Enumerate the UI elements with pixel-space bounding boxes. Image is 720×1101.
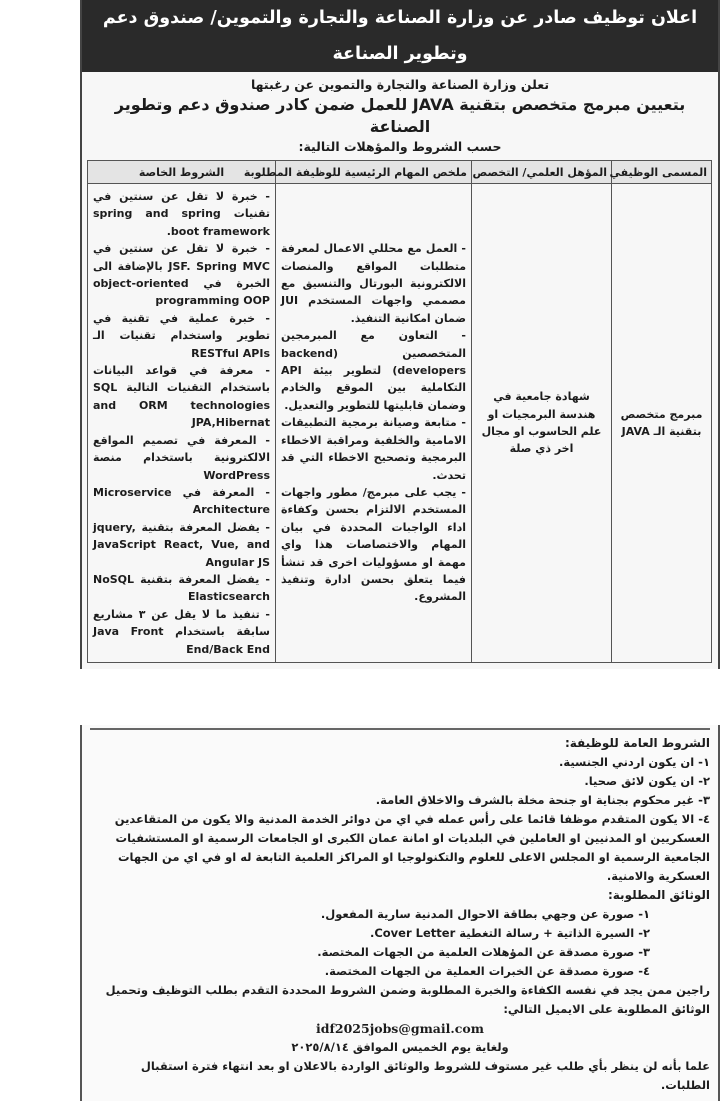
ad-title: اعلان توظيف صادر عن وزارة الصناعة والتجارة والتموين/ صندوق دعم وتطوير الصناعة [82, 0, 718, 72]
tasks-cell [276, 184, 472, 663]
document-item: ٣- صورة مصدقة عن المؤهلات العلمية من الجهات المختصة. [317, 944, 650, 959]
col-header-special-conditions: الشروط الخاصة [88, 161, 276, 184]
intro-line-2: بتعيين مبرمج متخصص بتقنية JAVA للعمل ضمن كادر صندوق دعم وتطوير الصناعة [114, 95, 686, 136]
task-item: - متابعة وصيانة برمجية التطبيقات الامامية والخلفية ومراقبة الاخطاء البرمجية وتصحيح الاخطاء التي قد تحدث. [281, 416, 466, 482]
general-condition-item: ٤- الا يكون المتقدم موظفا قائما على رأس عمله في اي من دوائر الخدمة المدنية والا يكون من المتقاعدين العسكريين او المدنيين او العاملين في البلديات او امانة عمان الكبرى او الجامعات الرسمية او المستشفيات الجامعية الرسمية او المجلس الاعلى للعلوم والتكنولوجيا او المراكز العلمية التابعة له او في اي من الجهات العسكرية والامنية. [114, 811, 710, 883]
task-item: - التعاون مع المبرمجين المتخصصين (backend developers) لتطوير بيئة API التكاملية بين الموقع والخادم وضمان قابليتها للتطوير والتعديل. [281, 329, 466, 412]
special-condition-item: - خبرة لا تقل عن سنتين في تقنيات spring and spring boot framework. [93, 190, 270, 238]
conditions-and-documents [82, 730, 718, 1095]
special-condition-item: - خبرة لا تقل عن سنتين في JSF. Spring MVC بالإضافة الى الخبرة في object-oriented programming OOP [93, 242, 271, 308]
general-condition-item: ٢- ان يكون لائق صحيا. [584, 773, 710, 788]
col-header-qualification: المؤهل العلمي/ التخصص [472, 161, 612, 184]
document-item: ١- صورة عن وجهي بطاقة الاحوال المدنية سارية المفعول. [320, 906, 650, 921]
special-condition-item: - خبرة عملية في تقنية في تطوير واستخدام تقنيات الـ RESTful APIs [93, 311, 270, 360]
job-title-cell: مبرمج متخصص بتقنية الـ JAVA [612, 184, 712, 663]
ad-intro [82, 72, 718, 156]
required-documents-heading: الوثائق المطلوبة: [607, 887, 710, 902]
task-item: - العمل مع محللي الاعمال لمعرفة متطلبات المواقع والمنصات الالكترونية البورتال والتنسيق مع مصممي واجهات المستخدم JUI ضمان امكانية التنفيذ. [281, 242, 466, 325]
task-item: - يجب على مبرمج/ مطور واجهات المستخدم الالتزام بحسن وكفاءة اداء الواجبات المحددة في بيان المهام والاختصاصات هذا واي مهمة او مسؤوليات اخرى قد تنشأ فيما يتعلق بحسن ادارة وتنفيذ المشروع. [281, 485, 466, 604]
apply-instructions: راجين ممن يجد في نفسه الكفاءة والخبرة المطلوبة وضمن الشروط المحددة التقدم بطلب التوظيف وتحميل الوثائق المطلوبة على الايميل التالي: [105, 982, 710, 1016]
fragment-gap [0, 669, 720, 725]
special-condition-item: - المعرفة في Microservice Architecture [93, 485, 270, 517]
document-item: ٢- السيرة الذاتية + رسالة التغطية Cover Letter. [369, 925, 650, 940]
job-ad-top-section [80, 0, 720, 669]
special-condition-item: - معرفة في قواعد البيانات باستخدام التقنيات التالية SQL and ORM technologies JPA,Hibernat [93, 364, 270, 430]
apply-email[interactable]: idf2025jobs@gmail.com [316, 1020, 484, 1036]
document-item: ٤- صورة مصدقة عن الخبرات العملية من الجهات المختصة. [324, 963, 650, 978]
table-header-row [88, 161, 712, 184]
deadline: ولغاية يوم الخميس الموافق ٢٠٢٥/٨/١٤ [291, 1039, 509, 1054]
job-ad-bottom-section [80, 725, 720, 1101]
col-header-tasks: ملخص المهام الرئيسية للوظيفة المطلوبة [276, 161, 472, 184]
jobs-table [87, 160, 712, 663]
general-conditions-heading: الشروط العامة للوظيفة: [564, 735, 710, 750]
general-condition-item: ٣- غير محكوم بجناية او جنحة مخلة بالشرف والاخلاق العامة. [375, 792, 710, 807]
intro-line-3: حسب الشروط والمؤهلات التالية: [298, 139, 502, 154]
footer-note: علما بأنه لن ينظر بأي طلب غير مستوف للشروط والوثائق الواردة بالاعلان او بعد انتهاء فترة استقبال الطلبات. [140, 1058, 710, 1092]
table-row [88, 184, 712, 663]
intro-line-1: تعلن وزارة الصناعة والتجارة والتموين عن رغبتها [250, 77, 550, 92]
special-condition-item: - يفضل المعرفة بتقنية jquery, JavaScript React, Vue, and Angular JS [93, 520, 270, 569]
special-condition-item: - المعرفة في تصميم المواقع الالكترونية باستخدام منصة WordPress [93, 433, 270, 482]
special-conditions-cell [88, 184, 276, 663]
qualification-cell: شهادة جامعية في هندسة البرمجيات او علم الحاسوب او مجال اخر ذي صلة [472, 184, 612, 663]
special-condition-item: - يفضل المعرفة بتقنية NoSQL Elasticsearch [93, 572, 270, 604]
col-header-job-title: المسمى الوظيفي [612, 161, 712, 184]
special-condition-item: - تنفيذ ما لا يقل عن ٣ مشاريع سابقة باستخدام Java Front End/Back End [93, 607, 270, 656]
general-condition-item: ١- ان يكون اردني الجنسية. [558, 754, 710, 769]
